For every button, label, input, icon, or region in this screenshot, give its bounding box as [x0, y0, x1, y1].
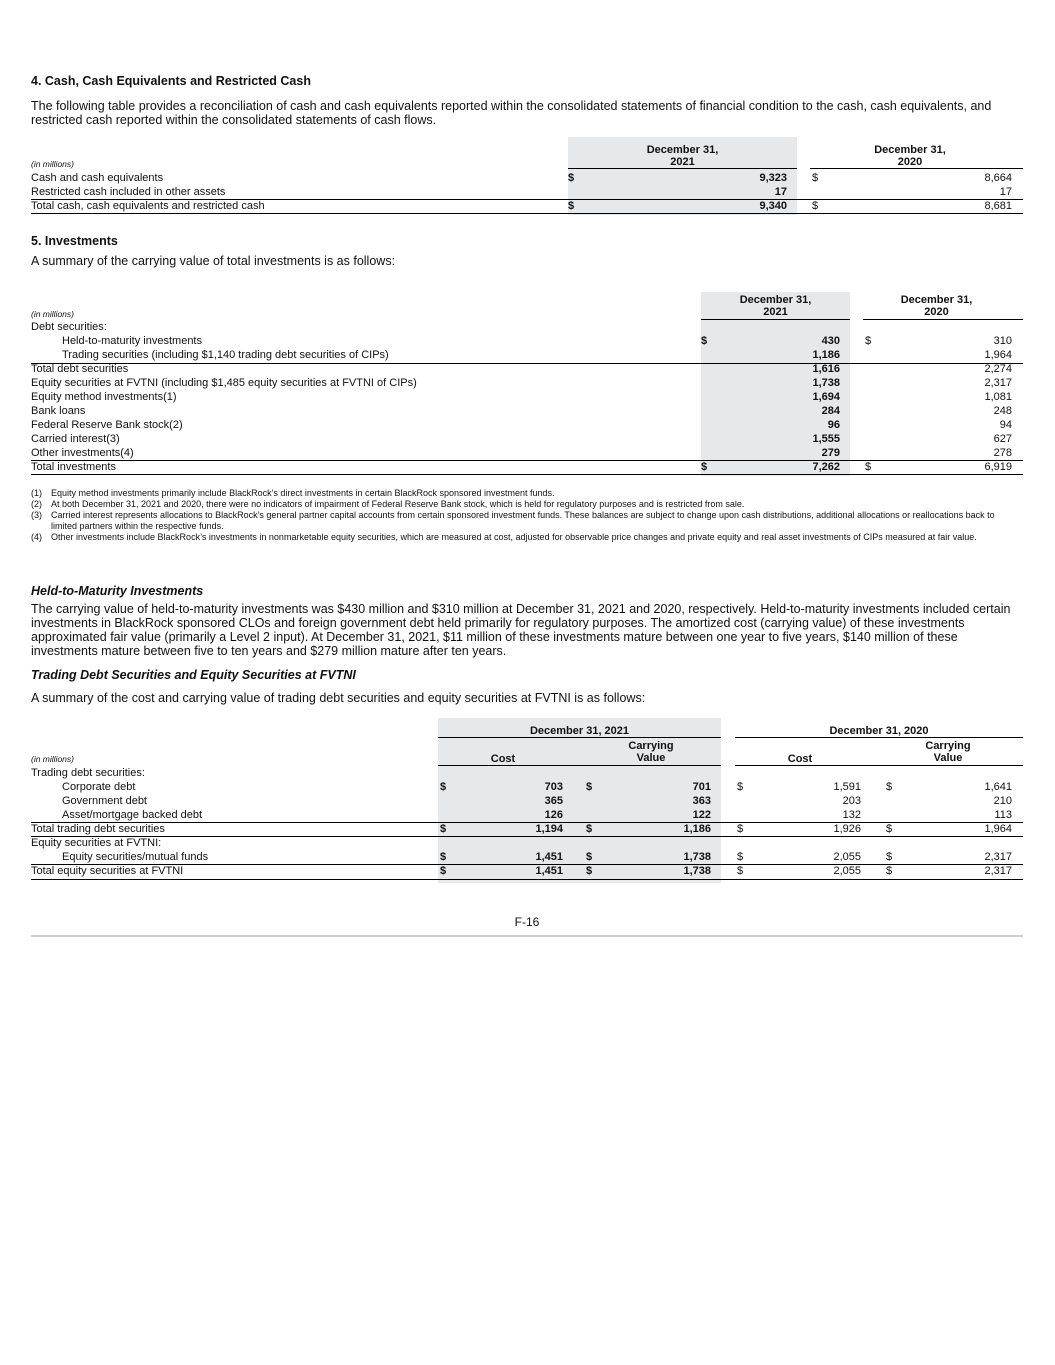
row-label: Cash and cash equivalents	[31, 172, 164, 184]
trading-table-row	[31, 781, 1023, 795]
row-label: Total trading debt securities	[31, 823, 165, 835]
footnote-number: (4)	[31, 532, 42, 542]
row-label: Restricted cash included in other assets	[31, 186, 226, 198]
currency-2021: $	[568, 200, 575, 212]
row-label: Trading debt securities:	[31, 767, 145, 779]
row-label: Equity method investments(1)	[31, 391, 177, 403]
cost-2021: 1,451	[535, 851, 563, 863]
carrying-2020: 113	[994, 809, 1012, 821]
value-2020: 248	[993, 405, 1012, 417]
row-label: Total equity securities at FVTNI	[31, 865, 184, 877]
section-5-heading: 5. Investments	[31, 234, 118, 248]
carrying-2020: 1,964	[984, 823, 1012, 835]
investments-table-row	[31, 335, 1023, 349]
cost-2020: 2,055	[833, 865, 861, 877]
section-5-intro: A summary of the carrying value of total investments is as follows:	[31, 254, 396, 268]
carrying-2021-header: Carrying Value	[628, 740, 674, 764]
currency-cost-2020: $	[737, 851, 744, 863]
row-label: Total investments	[31, 461, 116, 473]
footnote	[31, 510, 1023, 532]
page-number: F-16	[514, 915, 540, 929]
carrying-2020: 2,317	[984, 865, 1012, 877]
cash-col-2020-header: December 31, 2020	[874, 144, 946, 168]
trading-table-row	[31, 837, 1023, 851]
unit-label: (in millions)	[31, 309, 74, 319]
currency-cost-2020: $	[737, 865, 744, 877]
footnote-text: Carried interest represents allocations to BlackRock’s general partner capital accounts from certain sponsored investment funds. These balances are subject to change upon cash distributions, additional allocations or reallocations back to limited partners within the respective funds.	[51, 510, 995, 531]
rule-line	[31, 363, 1023, 364]
rule-line	[31, 822, 1023, 823]
carrying-2021: 363	[692, 795, 711, 807]
value-2021: 1,555	[812, 433, 840, 445]
currency-2021: $	[701, 461, 708, 473]
value-2020: 278	[993, 447, 1012, 459]
investments-table-row	[31, 377, 1023, 391]
cost-2021: 703	[544, 781, 563, 793]
rule-line	[31, 864, 1023, 865]
value-2021: 279	[821, 447, 840, 459]
row-label: Equity securities/mutual funds	[62, 851, 209, 863]
investments-table-row	[31, 419, 1023, 433]
value-2021: 1,186	[812, 349, 840, 361]
currency-2021: $	[568, 172, 575, 184]
value-2020: 2,274	[984, 363, 1012, 375]
value-2020: 8,664	[984, 172, 1012, 184]
currency-carrying-2020: $	[886, 865, 893, 877]
investments-table-row	[31, 461, 1023, 475]
cost-2020-header: Cost	[787, 753, 813, 765]
currency-2020: $	[812, 172, 819, 184]
currency-2020: $	[865, 461, 872, 473]
group-2020-header: December 31, 2020	[829, 725, 929, 737]
cost-2021: 365	[544, 795, 563, 807]
trading-table-row	[31, 823, 1023, 837]
cost-2021: 1,194	[535, 823, 563, 835]
investments-table-row	[31, 349, 1023, 363]
rule-line	[31, 213, 1023, 214]
inv-col-2020-header: December 31, 2020	[900, 294, 973, 318]
footnote-text: Other investments include BlackRock’s investments in nonmarketable equity securities, which are measured at cost, adjusted for observable price changes and private equity and real asset investments of CIPs measured at fair value.	[51, 532, 977, 542]
carrying-2021: 1,738	[683, 851, 711, 863]
footnote-number: (1)	[31, 488, 42, 498]
row-label: Asset/mortgage backed debt	[62, 809, 203, 821]
value-2021: 1,694	[812, 391, 840, 403]
trading-intro: A summary of the cost and carrying value of trading debt securities and equity securities at FVTNI is as follows:	[31, 691, 646, 705]
currency-cost-2020: $	[737, 823, 744, 835]
cash-col-2021-header: December 31, 2021	[646, 144, 719, 168]
cash-table-row	[31, 186, 1023, 200]
htm-paragraph: The carrying value of held-to-maturity investments was $430 million and $310 million at December 31, 2021 and 2020, respectively. Held-to-maturity investments included certain investments in BlackRock sponsored CLOs and foreign government debt held primarily for regulatory purposes. The amortized cost (carrying value) of these investments approximated fair value (primarily a Level 2 input). At December 31, 2021, $11 million of these investments mature between one year to five years, $140 million of these investments mature between five to ten years and $279 million mature after ten years.	[31, 602, 1011, 658]
currency-2020: $	[812, 200, 819, 212]
value-2020: 6,919	[984, 461, 1012, 473]
cost-2021: 1,451	[535, 865, 563, 877]
footnote-number: (2)	[31, 499, 42, 509]
inv-col-2021-header: December 31, 2021	[739, 294, 812, 318]
value-2020: 1,081	[984, 391, 1012, 403]
currency-2020: $	[865, 335, 872, 347]
carrying-2021: 122	[692, 809, 711, 821]
unit-label: (in millions)	[31, 159, 74, 169]
value-2020: 310	[993, 335, 1012, 347]
section-4-heading: 4. Cash, Cash Equivalents and Restricted Cash	[31, 74, 311, 88]
currency-carrying-2020: $	[886, 851, 893, 863]
row-label: Other investments(4)	[31, 447, 134, 459]
currency-carrying-2020: $	[886, 823, 893, 835]
carrying-2020-header: Carrying Value	[925, 740, 971, 764]
currency-2021: $	[701, 335, 708, 347]
trading-heading: Trading Debt Securities and Equity Securities at FVTNI	[31, 668, 356, 682]
cash-table-row	[31, 200, 1023, 214]
row-label: Debt securities:	[31, 321, 107, 333]
row-label: Trading securities (including $1,140 trading debt securities of CIPs)	[62, 349, 389, 361]
row-label: Held-to-maturity investments	[62, 335, 202, 347]
row-label: Government debt	[62, 795, 147, 807]
value-2021: 9,323	[759, 172, 787, 184]
investments-table-row	[31, 405, 1023, 419]
value-2020: 94	[999, 419, 1012, 431]
currency-cost-2021: $	[440, 851, 447, 863]
cost-2020: 132	[842, 809, 861, 821]
row-label: Total cash, cash equivalents and restricted cash	[31, 200, 265, 212]
currency-carrying-2021: $	[586, 823, 593, 835]
carrying-2020: 2,317	[984, 851, 1012, 863]
section-4-intro: The following table provides a reconciliation of cash and cash equivalents reported within the consolidated statements of financial condition to the cash, cash equivalents, and restricted cash reported within the consolidated statements of cash flows.	[31, 99, 992, 127]
cost-2020: 203	[842, 795, 861, 807]
row-label: Bank loans	[31, 405, 86, 417]
value-2021: 284	[821, 405, 840, 417]
trading-table-row	[31, 795, 1023, 809]
carrying-2020: 210	[993, 795, 1012, 807]
rule-line	[31, 474, 1023, 475]
cost-2021: 126	[544, 809, 563, 821]
value-2021: 1,738	[812, 377, 840, 389]
cash-table-row	[31, 172, 1023, 186]
value-2020: 8,681	[984, 200, 1012, 212]
row-label: Federal Reserve Bank stock(2)	[31, 419, 183, 431]
row-label: Corporate debt	[62, 781, 136, 793]
footnote-number: (3)	[31, 510, 42, 520]
row-label: Equity securities at FVTNI:	[31, 837, 162, 849]
cash-table	[31, 137, 1023, 217]
value-2021: 7,262	[812, 461, 840, 473]
carrying-2021: 1,186	[683, 823, 711, 835]
trading-table	[31, 718, 1023, 888]
rule-line	[31, 460, 1023, 461]
footnotes	[31, 488, 1023, 543]
value-2021: 1,616	[812, 363, 840, 375]
currency-carrying-2020: $	[886, 781, 893, 793]
investments-table-row	[31, 433, 1023, 447]
value-2021: 17	[774, 186, 787, 198]
group-2021-header: December 31, 2021	[529, 725, 630, 737]
investments-table-row	[31, 391, 1023, 405]
trading-table-row	[31, 809, 1023, 823]
footnote-text: At both December 31, 2021 and 2020, there were no indicators of impairment of Federal Reserve Bank stock, which is held for regulatory purposes and is restricted from sale.	[51, 499, 745, 509]
value-2021: 9,340	[759, 200, 787, 212]
row-label: Carried interest(3)	[31, 433, 120, 445]
investments-table	[31, 292, 1023, 477]
cost-2020: 2,055	[833, 851, 861, 863]
unit-label: (in millions)	[31, 754, 74, 764]
cost-2021-header: Cost	[490, 753, 516, 765]
rule-line	[31, 199, 1023, 200]
currency-carrying-2021: $	[586, 865, 593, 877]
rule-line	[31, 836, 1023, 837]
carrying-2021: 1,738	[683, 865, 711, 877]
carrying-2020: 1,641	[984, 781, 1012, 793]
value-2020: 627	[993, 433, 1012, 445]
value-2021: 430	[821, 335, 840, 347]
footnote	[31, 488, 1023, 499]
value-2020: 2,317	[984, 377, 1012, 389]
currency-cost-2020: $	[737, 781, 744, 793]
value-2021: 96	[827, 419, 840, 431]
currency-cost-2021: $	[440, 865, 447, 877]
investments-table-row	[31, 363, 1023, 377]
htm-heading: Held-to-Maturity Investments	[31, 584, 204, 598]
cost-2020: 1,926	[833, 823, 861, 835]
investments-table-row	[31, 447, 1023, 461]
row-label: Equity securities at FVTNI (including $1,485 equity securities at FVTNI of CIPs)	[31, 377, 417, 389]
currency-carrying-2021: $	[586, 781, 593, 793]
carrying-2021: 701	[692, 781, 711, 793]
investments-table-row	[31, 321, 1023, 335]
currency-cost-2021: $	[440, 823, 447, 835]
trading-table-row	[31, 851, 1023, 865]
footnote-text: Equity method investments primarily include BlackRock’s direct investments in certain BlackRock sponsored investment funds.	[51, 488, 555, 498]
row-label: Total debt securities	[31, 363, 129, 375]
rule-line	[31, 879, 1023, 880]
value-2020: 1,964	[984, 349, 1012, 361]
value-2020: 17	[999, 186, 1012, 198]
trading-table-row	[31, 865, 1023, 879]
page-divider	[31, 935, 1023, 937]
trading-table-row	[31, 767, 1023, 781]
footnote	[31, 532, 1023, 543]
currency-cost-2021: $	[440, 781, 447, 793]
currency-carrying-2021: $	[586, 851, 593, 863]
cost-2020: 1,591	[833, 781, 861, 793]
footnote	[31, 499, 1023, 510]
